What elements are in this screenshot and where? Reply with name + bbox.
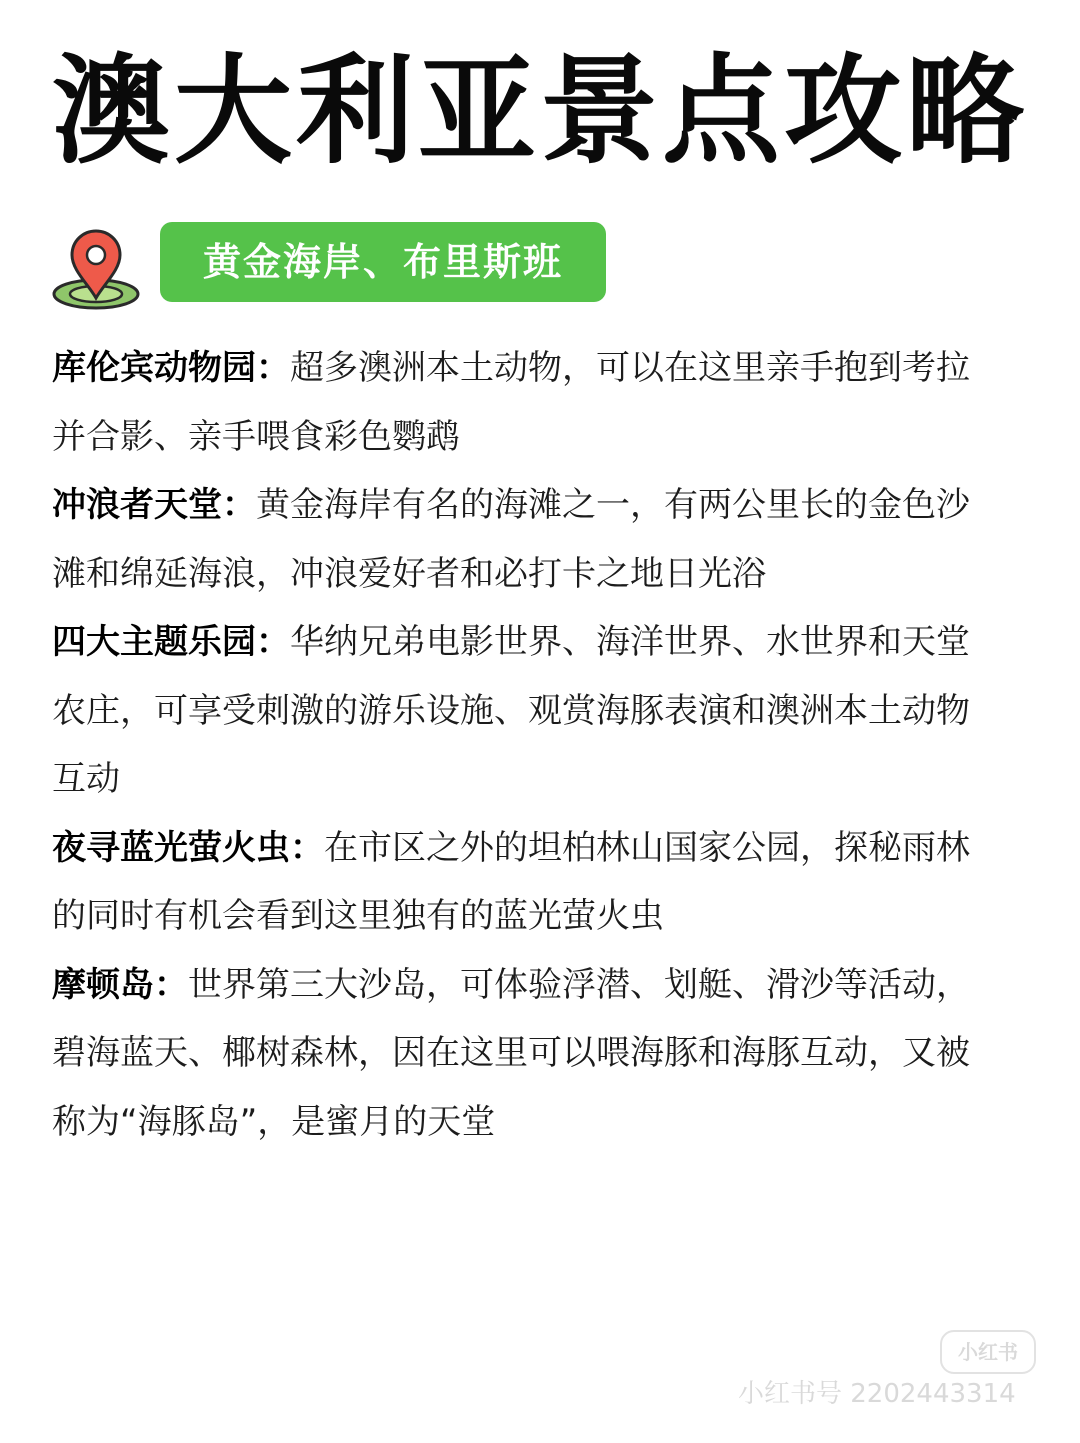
attraction-item: [52, 471, 982, 608]
attraction-item: [52, 814, 982, 951]
watermark-id: 小红书号 2202443314: [738, 1379, 1016, 1409]
attraction-desc: 华纳兄弟电影世界、海洋世界、水世界和天堂农庄，可享受刺激的游乐设施、观赏海豚表演和澳洲本土动物互动: [52, 622, 970, 799]
attraction-name: 库伦宾动物园：: [52, 348, 290, 388]
watermark-logo: 小红书: [940, 1330, 1036, 1374]
attraction-item: [52, 334, 982, 471]
attraction-desc: 在市区之外的坦柏林山国家公园，探秘雨林的同时有机会看到这里独有的蓝光萤火虫: [52, 827, 970, 936]
attraction-name: 摩顿岛：: [52, 964, 188, 1005]
attraction-desc: 超多澳洲本土动物，可以在这里亲手抱到考拉并合影、亲手喂食彩色鹦鹉: [52, 348, 970, 457]
attraction-name: 四大主题乐园：: [52, 622, 290, 662]
attraction-desc: 世界第三大沙岛，可体验浮潜、划艇、滑沙等活动，碧海蓝天、椰树森林，因在这里可以喂海豚和海豚互动，又被称为“海豚岛”，是蜜月的天堂: [52, 964, 970, 1142]
attraction-list: [52, 334, 982, 1156]
attraction-name: 夜寻蓝光萤火虫：: [52, 827, 324, 868]
section-tag: 黄金海岸、布里斯班: [160, 222, 606, 302]
attraction-name: 冲浪者天堂：: [52, 485, 256, 525]
location-pin-icon: [50, 228, 142, 312]
attraction-item: [52, 951, 982, 1157]
page-title: 澳大利亚景点攻略: [51, 42, 1028, 180]
attraction-desc: 黄金海岸有名的海滩之一，有两公里长的金色沙滩和绵延海浪，冲浪爱好者和必打卡之地日光浴: [52, 485, 970, 594]
attraction-item: [52, 608, 982, 814]
